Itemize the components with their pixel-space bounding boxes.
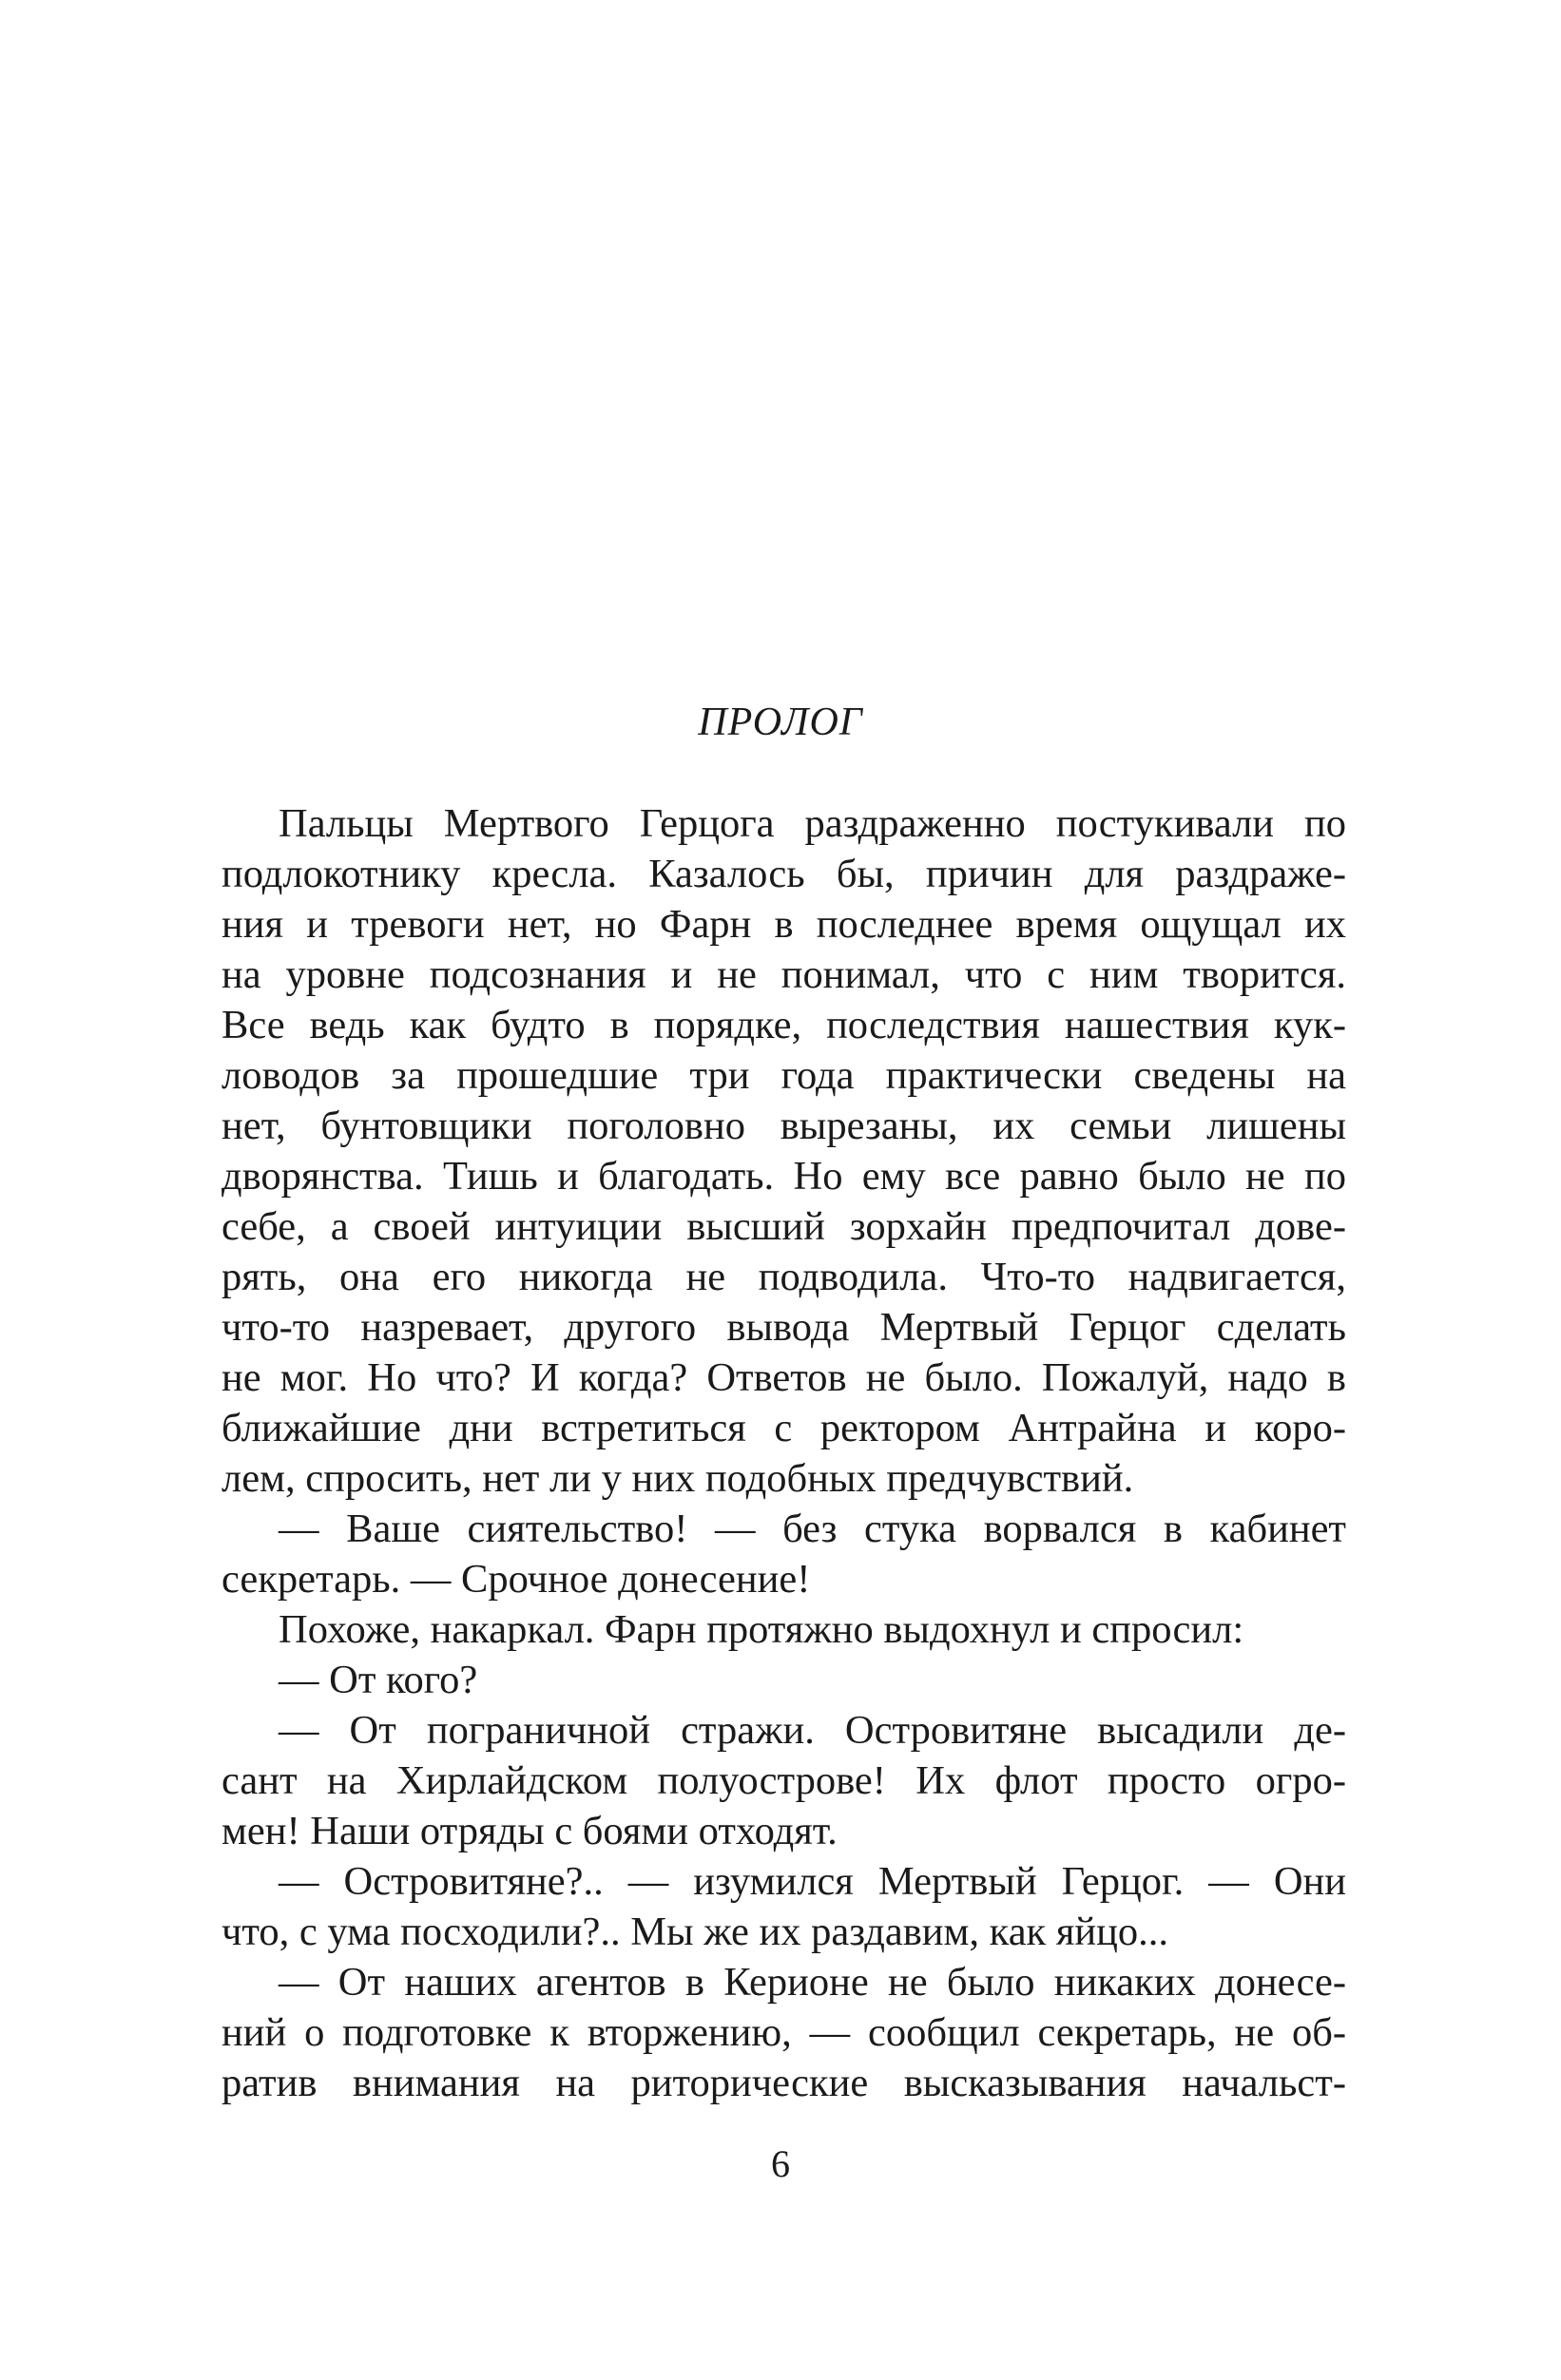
text-line: себе, а своей интуиции высший зорхайн предпочитал дове-: [222, 1204, 1346, 1249]
text-line: — Островитяне?.. — изумился Мертвый Герцог. — Они: [279, 1859, 1346, 1904]
chapter-title: ПРОЛОГ: [698, 701, 863, 744]
text-line: — Ваше сиятельство! — без стука ворвался в кабинет: [279, 1507, 1346, 1551]
text-line: нет, бунтовщики поголовно вырезаны, их семьи лишены: [222, 1104, 1346, 1148]
text-line: — От наших агентов в Керионе не было никаких донесе-: [279, 1960, 1346, 2005]
body-text: [222, 798, 1346, 2108]
text-line: что-то назревает, другого вывода Мертвый Герцог сделать: [222, 1305, 1346, 1350]
text-line: секретарь. — Срочное донесение!: [222, 1557, 811, 1602]
text-line: не мог. Но что? И когда? Ответов не было. Пожалуй, надо в: [222, 1355, 1346, 1400]
text-line: лем, спросить, нет ли у них подобных предчувствий.: [222, 1456, 1134, 1501]
text-line: — От кого?: [279, 1658, 478, 1702]
text-line: дворянства. Тишь и благодать. Но ему все равно было не по: [222, 1154, 1346, 1199]
page-number: 6: [771, 2142, 790, 2185]
text-line: Похоже, накаркал. Фарн протяжно выдохнул и спросил:: [279, 1607, 1244, 1652]
text-line: мен! Наши отряды с боями отходят.: [222, 1809, 838, 1853]
text-line: рять, она его никогда не подводила. Что-то надвигается,: [222, 1255, 1346, 1299]
text-line: — От пограничной стражи. Островитяне высадили де-: [279, 1708, 1346, 1753]
text-line: Пальцы Мертвого Герцога раздраженно постукивали по: [279, 801, 1346, 846]
text-line: сант на Хирлайдском полуострове! Их флот просто огро-: [222, 1758, 1346, 1803]
text-line: ратив внимания на риторические высказывания начальст-: [222, 2061, 1346, 2105]
text-line: на уровне подсознания и не понимал, что с ним творится.: [222, 952, 1346, 997]
text-line: что, с ума посходили?.. Мы же их раздавим, как яйцо...: [222, 1910, 1168, 1954]
text-line: ближайшие дни встретиться с ректором Антрайна и коро-: [222, 1406, 1346, 1450]
text-line: подлокотнику кресла. Казалось бы, причин для раздраже-: [222, 852, 1346, 896]
text-line: ний о подготовке к вторжению, — сообщил секретарь, не об-: [222, 2010, 1346, 2055]
text-line: Все ведь как будто в порядке, последствия нашествия кук-: [222, 1003, 1346, 1047]
text-line: ния и тревоги нет, но Фарн в последнее время ощущал их: [222, 902, 1346, 947]
text-line: ловодов за прошедшие три года практически сведены на: [222, 1053, 1346, 1098]
